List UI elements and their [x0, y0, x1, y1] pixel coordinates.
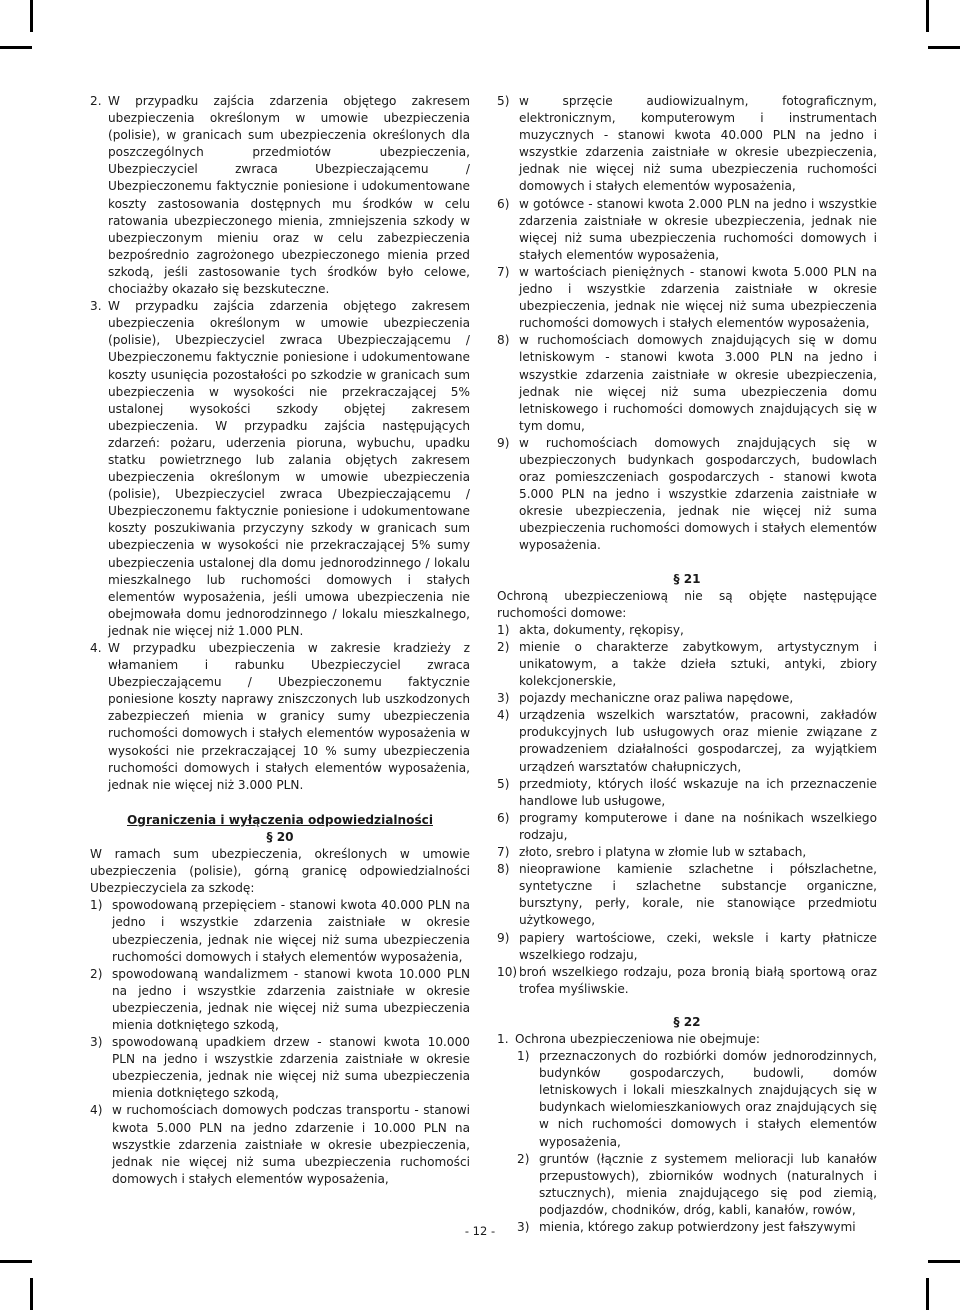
list-item-number: 2): [497, 639, 510, 654]
list-item-number: 1): [497, 622, 510, 637]
list-item: [497, 861, 877, 929]
list-item: [497, 196, 877, 264]
list-item: [497, 435, 877, 555]
list-item-text: nieoprawione kamienie szlachetne i półszlachetne, syntetyczne i szlachetne substancje organiczne, bursztyny, perły, korale, nie stanowiące przedmiotu użytkowego,: [519, 862, 877, 928]
list-item-number: 8): [497, 862, 510, 877]
right-column: [497, 93, 877, 1236]
list-item: [497, 690, 877, 707]
paragraph-3: [90, 298, 470, 640]
list-item-text: programy komputerowe i dane na nośnikach wszelkiego rodzaju,: [519, 810, 877, 842]
list-item: [517, 1151, 877, 1219]
paragraph-text: W przypadku zajścia zdarzenia objętego zakresem ubezpieczenia określonym w umowie ubezpieczenia (polisie), Ubezpieczyciel zwraca Ubezpieczającemu / Ubezpieczonemu faktycznie poniesione i udokumentowane koszty usunięcia pozostałości po szkodzie w granicach sum ubezpieczenia w wysokości nie przekraczającej 5% ustalonej wysokości szkody objętej zakresem ubezpieczenia. W przypadku zajścia następujących zdarzeń: pożaru, uderzenia pioruna, wybuchu, upadku statku powietrznego lub zalania objętych zakresem ubezpieczenia określonym w umowie ubezpieczenia (polisie), Ubezpieczyciel zwraca Ubezpieczającemu / Ubezpieczonemu faktycznie poniesione i udokumentowane koszty poszukiwania przyczyny szkody w granicach sum ubezpieczenia w wysokości nie przekraczającej 5% sumy ubezpieczenia ustalonej dla domu jednorodzinnego / lokalu mieszkalnego lub ruchomości domowych i stałych elementów wyposażenia, jeśli umowa ubezpieczenia nie obejmowała domu jednorodzinnego / lokalu mieszkalnego, jednak nie więcej niż 1.000 PLN.: [108, 299, 470, 638]
list-item: [497, 776, 877, 810]
list-item-number: 5): [497, 776, 510, 791]
list-item-text: w ruchomościach domowych podczas transportu - stanowi kwota 5.000 PLN na jedno zdarzenie i 10.000 PLN na wszystkie zdarzenia zaistniałe w okresie ubezpieczenia, jednak nie więcej niż suma ubezpieczenia ruchomości domowych i stałych elementów wyposażenia,: [112, 1103, 470, 1186]
list-item-number: 1): [90, 898, 103, 913]
section-22-paragraph-1: [497, 1031, 877, 1048]
crop-mark: [928, 46, 960, 49]
section-21-intro: Ochroną ubezpieczeniową nie są objęte następujące ruchomości domowe:: [497, 588, 877, 620]
list-item-number: 7): [497, 845, 510, 860]
crop-mark: [30, 1278, 33, 1310]
list-item-text: w sprzęcie audiowizualnym, fotograficznym, elektronicznym, komputerowym i instrumentach muzycznych - stanowi kwota 40.000 PLN na jedno i wszystkie zdarzenia zaistniałe w okresie ubezpieczenia, jednak nie więcej niż suma ubezpieczenia ruchomości domowych i stałych elementów wyposażenia,: [519, 94, 877, 194]
paragraph-number: 4.: [90, 641, 102, 655]
list-item-text: w ruchomościach domowych znajdujących się w ubezpieczonych budynkach gospodarczych, budowlach oraz pomieszczeniach gospodarczych - stanowi kwota 5.000 PLN na jedno i wszystkie zdarzenia zaistniałe w okresie ubezpieczenia, jednak nie więcej niż suma ubezpieczenia ruchomości domowych i stałych elementów wyposażenia.: [519, 435, 877, 553]
list-item-number: 3): [497, 691, 510, 706]
paragraph-text: W przypadku ubezpieczenia w zakresie kradzieży z włamaniem i rabunku Ubezpieczyciel zwraca Ubezpieczającemu / Ubezpieczonemu faktycznie poniesione koszty naprawy zniszczonych lub uszkodzonych zabezpieczeń mienia w granicy sumy ubezpieczenia ruchomości domowych i stałych elementów wyposażenia w wysokości nie przekraczającej 10 % sumy ubezpieczenia ruchomości domowych i stałych elementów wyposażenia, jednak nie więcej niż 3.000 PLN.: [108, 641, 470, 792]
list-item-number: 9): [497, 435, 510, 450]
list-item: [497, 264, 877, 332]
list-item-text: urządzenia wszelkich warsztatów, pracowni, zakładów produkcyjnych lub usługowych oraz mienie związane z prowadzeniem działalności gospodarczej, za wyjątkiem urządzeń warsztatów chałupniczych,: [519, 708, 877, 774]
list-item-text: przedmioty, których ilość wskazuje na ich przeznaczenie handlowe lub usługowe,: [519, 776, 877, 808]
list-item: [497, 930, 877, 964]
list-item-text: spowodowaną przepięciem - stanowi kwota 40.000 PLN na jedno i wszystkie zdarzenia zaistniałe w okresie ubezpieczenia, jednak nie więcej niż suma ubezpieczenia ruchomości domowych i stałych elementów wyposażenia,: [112, 898, 470, 964]
crop-mark: [926, 0, 929, 32]
list-item-number: 3): [517, 1220, 530, 1234]
paragraph-number: 3.: [90, 299, 102, 314]
page-number: - 12 -: [464, 1224, 496, 1238]
section-20-list: [90, 897, 470, 1188]
list-item: [90, 1102, 470, 1187]
list-item-number: 7): [497, 264, 510, 279]
spacer: [497, 555, 877, 571]
list-item-text: w gotówce - stanowi kwota 2.000 PLN na jedno i wszystkie zdarzenia zaistniałe w okresie ubezpieczenia, jednak nie więcej niż suma ubezpieczenia ruchomości domowych i stałych elementów wyposażenia,: [519, 196, 877, 262]
list-item-text: w wartościach pieniężnych - stanowi kwota 5.000 PLN na jedno i wszystkie zdarzenia zaistniałe w okresie ubezpieczenia, jednak nie więcej niż suma ubezpieczenia ruchomości domowych i stałych elementów wyposażenia,: [519, 264, 877, 331]
list-item: [497, 810, 877, 844]
list-item-number: 1): [517, 1049, 530, 1064]
list-item-number: 2): [517, 1151, 530, 1166]
section-21-list: [497, 622, 877, 998]
section-22-list: [497, 1048, 877, 1236]
section-21-heading: § 21: [673, 571, 701, 586]
list-item-text: spowodowaną wandalizmem - stanowi kwota 10.000 PLN na jedno i wszystkie zdarzenia zaistniałe w okresie ubezpieczenia, jednak nie więcej niż suma ubezpieczenia mienia dotkniętego szkodą,: [112, 966, 470, 1032]
list-item-text: w ruchomościach domowych znajdujących się w domu letniskowym - stanowi kwota 3.000 PLN na jedno i wszystkie zdarzenia zaistniałe w okresie ubezpieczenia, jednak nie więcej niż suma ubezpieczenia domu letniskowego i ruchomości domowych znajdujących się w tym domu,: [519, 333, 877, 433]
list-item: [497, 707, 877, 775]
list-item-text: mienie o charakterze zabytkowym, artystycznym i unikatowym, a także dzieła sztuki, antyki, zbiory kolekcjonerskie,: [519, 639, 877, 689]
section-20-list-continued: [497, 93, 877, 555]
list-item-number: 3): [90, 1035, 103, 1050]
list-item: [90, 897, 470, 965]
paragraph-text: Ochrona ubezpieczeniowa nie obejmuje:: [515, 1031, 760, 1046]
list-item: [497, 844, 877, 861]
spacer: [90, 794, 470, 812]
list-item-text: pojazdy mechaniczne oraz paliwa napędowe,: [519, 691, 794, 706]
paragraph-2: [90, 93, 470, 298]
list-item-text: gruntów (łącznie z systemem melioracji lub kanałów przepustowych), zbiorników wodnych (naturalnych i sztucznych), mienia znajdującego się pod ziemią, podjazdów, chodników, dróg, kabli, kanałów, rowów,: [539, 1151, 877, 1217]
crop-mark: [0, 1260, 32, 1263]
section-title: Ograniczenia i wyłączenia odpowiedzialności: [127, 812, 433, 827]
list-item-text: broń wszelkiego rodzaju, poza bronią białą sportową oraz trofea myśliwskie.: [519, 964, 877, 996]
paragraph-4: [90, 640, 470, 794]
crop-mark: [926, 1278, 929, 1310]
crop-mark: [30, 0, 33, 32]
list-item-number: 4): [90, 1103, 103, 1118]
paragraph-text: W przypadku zajścia zdarzenia objętego zakresem ubezpieczenia określonym w umowie ubezpieczenia (polisie), w granicach sum ubezpieczenia określonych dla poszczególnych przedmiotów ubezpieczenia, Ubezpieczyciel zwraca Ubezpieczającemu / Ubezpieczonemu faktycznie poniesione i udokumentowane koszty zastosowania dostępnych mu środków w celu ratowania ubezpieczonego mienia, zmniejszenia szkody w ubezpieczonym mieniu oraz w celu zabezpieczenia bezpośrednio zagrożonego ubezpieczonego mienia przed szkodą, jeśli zastosowanie tych środków było celowe, chociażby okazało się bezskuteczne.: [108, 94, 470, 297]
list-item-number: 4): [497, 708, 510, 723]
list-item-number: 5): [497, 94, 510, 108]
section-22-heading: § 22: [673, 1014, 701, 1029]
list-item: [497, 332, 877, 435]
list-item: [517, 1048, 877, 1151]
list-item-text: akta, dokumenty, rękopisy,: [519, 622, 684, 637]
list-item-text: złoto, srebro i platyna w złomie lub w sztabach,: [519, 845, 807, 860]
list-item: [90, 1034, 470, 1102]
list-item: [497, 93, 877, 196]
paragraph-number: 2.: [90, 94, 102, 108]
list-item-number: 10): [497, 964, 518, 979]
list-item: [497, 622, 877, 639]
list-item: [90, 966, 470, 1034]
list-item-number: 6): [497, 196, 510, 211]
list-item-text: przeznaczonych do rozbiórki domów jednorodzinnych, budynków gospodarczych, budowli, domów letniskowych i lokali mieszkalnych znajdujących się w budynkach wielomieszkaniowych oraz znajdujących się w nich ruchomości domowych i stałych elementów wyposażenia,: [539, 1049, 877, 1149]
paragraph-number: 1.: [497, 1031, 509, 1046]
list-item-number: 8): [497, 333, 510, 348]
list-item: [497, 964, 877, 998]
crop-mark: [928, 1260, 960, 1263]
spacer: [497, 998, 877, 1014]
section-20-heading: § 20: [266, 829, 294, 844]
crop-mark: [0, 46, 32, 49]
list-item-text: spowodowaną upadkiem drzew - stanowi kwota 10.000 PLN na jedno i wszystkie zdarzenia zaistniałe w okresie ubezpieczenia, jednak nie więcej niż suma ubezpieczenia mienia dotkniętego szkodą,: [112, 1035, 470, 1101]
list-item-number: 9): [497, 930, 510, 945]
section-20-intro: W ramach sum ubezpieczenia, określonych w umowie ubezpieczenia (polisie), górną granicę odpowiedzialności Ubezpieczyciela za szkodę:: [90, 847, 470, 896]
list-item-text: papiery wartościowe, czeki, weksle i karty płatnicze wszelkiego rodzaju,: [519, 930, 877, 962]
list-item-number: 2): [90, 966, 103, 981]
list-item: [497, 639, 877, 690]
list-item-number: 6): [497, 810, 510, 825]
left-column: [90, 93, 470, 1188]
list-item-text: mienia, którego zakup potwierdzony jest fałszywymi: [539, 1220, 856, 1234]
